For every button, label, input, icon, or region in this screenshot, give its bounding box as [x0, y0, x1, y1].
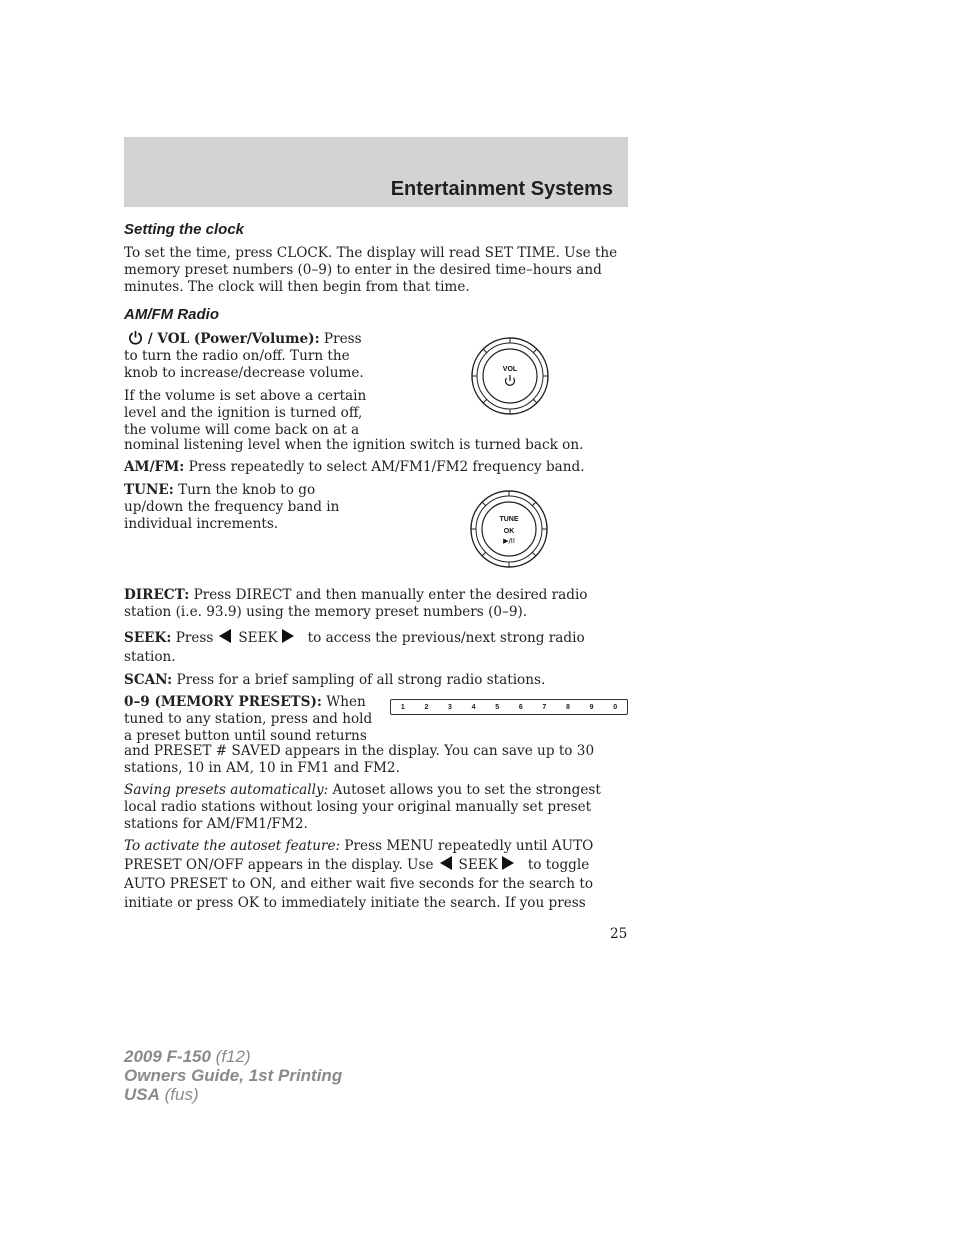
footer-region-code: (fus): [159, 1085, 199, 1104]
autoset-label: Saving presets automatically:: [124, 782, 329, 798]
preset-key-1: 1: [400, 703, 405, 711]
activate-seek-word: SEEK: [458, 857, 498, 873]
volume-paragraph-part1: If the volume is set above a certain level and the ignition is turned off, the volume will come back on at a: [124, 388, 367, 438]
amfm-paragraph: [124, 459, 628, 476]
activate-text-3: to toggle: [527, 857, 590, 873]
preset-key-2: 2: [424, 703, 429, 711]
scan-paragraph: [124, 672, 628, 689]
preset-key-7: 7: [542, 703, 547, 711]
preset-key-9: 9: [589, 703, 594, 711]
direct-text: Press DIRECT and then manually enter the desired radio station (i.e. 93.9) using the memory preset numbers (0–9).: [124, 587, 588, 620]
clock-paragraph: To set the time, press CLOCK. The display will read SET TIME. Use the memory preset numbers (0–9) to enter in the desired time–hours and minutes. The clock will then begin from that time.: [124, 245, 618, 295]
autoset-paragraph: [124, 782, 628, 833]
preset-key-8: 8: [566, 703, 570, 711]
presets-text-1: When tuned to any station, press and hold a preset button until sound returns: [124, 694, 373, 744]
footer-guide: Owners Guide, 1st Printing: [124, 1066, 343, 1085]
activate-text-1: Press MENU repeatedly until AUTO: [340, 838, 594, 854]
vol-knob-label: VOL: [502, 366, 518, 373]
presets-paragraph-part2: and PRESET # SAVED appears in the display. You can save up to 30 stations, 10 in AM, 10 in FM1 and FM2.: [124, 743, 595, 776]
activate-text-2: PRESET ON/OFF appears in the display. Use: [124, 857, 434, 873]
seek-tail-text: to access the previous/next strong radio: [307, 630, 585, 646]
radio-heading: AM/FM Radio: [124, 306, 219, 323]
volume-knob-illustration: [469, 335, 551, 417]
preset-key-0: 0: [613, 703, 618, 711]
activate-seek-left-arrow-icon: [440, 856, 452, 870]
direct-paragraph: [124, 587, 628, 621]
power-icon: [128, 330, 143, 345]
footer-region: USA: [124, 1085, 160, 1104]
seek-press-text: Press: [171, 630, 214, 646]
presets-paragraph-part1: [124, 694, 376, 745]
activate-label: To activate the autoset feature:: [124, 838, 341, 854]
ok-knob-label: OK: [503, 528, 515, 535]
autoset-text: Autoset allows you to set the strongest local radio stations without losing your original manually set preset stations for AM/FM1/FM2.: [124, 782, 601, 832]
power-volume-label: / VOL (Power/Volume):: [143, 331, 320, 347]
direct-label: DIRECT:: [124, 587, 190, 603]
scan-text: Press for a brief sampling of all strong radio stations.: [172, 672, 546, 688]
seek-right-arrow-icon: [282, 629, 294, 643]
seek-paragraph: [124, 629, 628, 667]
tune-knob-label: TUNE: [499, 516, 519, 523]
seek-word: SEEK: [238, 630, 278, 646]
activate-text-4: AUTO PRESET to ON, and either wait five seconds for the search to initiate or press OK to immediately initiate the search. If you press: [124, 876, 594, 911]
volume-paragraph-part2: nominal listening level when the ignition switch is turned back on.: [124, 437, 584, 453]
clock-heading: Setting the clock: [124, 221, 245, 238]
seek-label: SEEK:: [124, 630, 172, 646]
seek-left-arrow-icon: [219, 629, 231, 643]
presets-label: 0–9 (MEMORY PRESETS):: [124, 694, 322, 710]
page-title: Entertainment Systems: [390, 178, 613, 200]
activate-paragraph: [124, 837, 628, 913]
amfm-label: AM/FM:: [124, 459, 185, 475]
preset-key-4: 4: [471, 703, 476, 711]
play-pause-icon: ▶/II: [503, 537, 515, 545]
tune-knob-illustration: [468, 488, 550, 570]
tune-label: TUNE:: [124, 482, 174, 498]
seek-tail-text-2: station.: [124, 649, 176, 665]
page-number: 25: [610, 926, 628, 942]
footer: [124, 1047, 342, 1104]
tune-text: Turn the knob to go up/down the frequency band in individual increments.: [124, 482, 340, 532]
preset-key-3: 3: [448, 703, 452, 711]
power-volume-text: Press to turn the radio on/off. Turn the knob to increase/decrease volume.: [124, 331, 364, 381]
power-volume-paragraph: [124, 330, 372, 382]
scan-label: SCAN:: [124, 672, 173, 688]
activate-seek-right-arrow-icon: [502, 856, 514, 870]
amfm-text: Press repeatedly to select AM/FM1/FM2 frequency band.: [184, 459, 585, 475]
footer-model-code: (f12): [210, 1047, 251, 1066]
tune-paragraph: [124, 482, 356, 533]
footer-model: 2009 F-150: [124, 1047, 211, 1066]
knob-power-icon: [506, 375, 515, 385]
memory-preset-strip: [390, 699, 628, 715]
header-band: [124, 137, 628, 207]
preset-key-6: 6: [518, 703, 523, 711]
preset-key-5: 5: [495, 703, 500, 711]
